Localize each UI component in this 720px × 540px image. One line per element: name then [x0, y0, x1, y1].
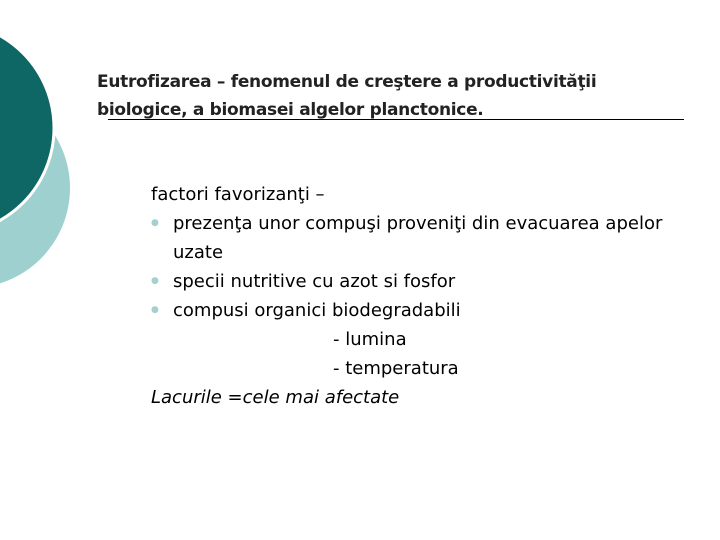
bullet-dot-icon: ● [151, 276, 159, 286]
slide-title [97, 68, 687, 124]
bullet-text: compusi organici biodegradabili [173, 300, 461, 321]
extra-item-temperatura: - temperatura [333, 358, 459, 379]
bullet-item [151, 209, 691, 267]
slide-body [151, 180, 691, 412]
title-line-1: Eutrofizarea – fenomenul de creştere a productivităţii [97, 72, 597, 92]
bullet-dot-icon: ● [151, 218, 159, 228]
intro-text: factori favorizanţi – [151, 184, 325, 205]
title-underline [108, 119, 684, 120]
decorative-circles [0, 0, 120, 300]
extra-item-lumina: - lumina [333, 329, 407, 350]
bullet-text: specii nutritive cu azot si fosfor [173, 271, 456, 292]
title-line-2: biologice, a biomasei algelor planctonice. [97, 100, 484, 120]
bullet-item [151, 296, 691, 325]
bullet-text: prezenţa unor compuşi proveniţi din evacuarea apelor uzate [173, 213, 663, 263]
conclusion-text: Lacurile =cele mai afectate [151, 387, 400, 408]
bullet-dot-icon: ● [151, 305, 159, 315]
bullet-item [151, 267, 691, 296]
